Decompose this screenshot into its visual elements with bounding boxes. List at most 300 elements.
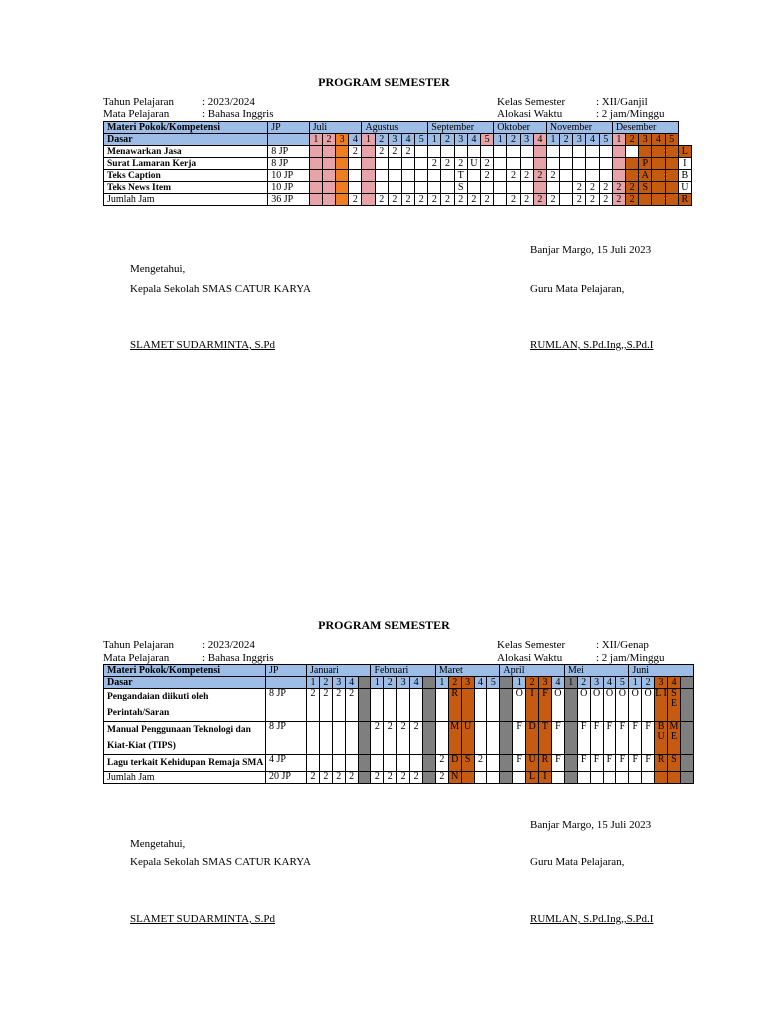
doc2-cell: S E xyxy=(668,689,681,722)
doc1-row-materi: Teks News Item xyxy=(104,182,268,194)
doc2-cell: F xyxy=(642,755,655,772)
doc2-cell xyxy=(655,772,668,784)
doc1-cell xyxy=(494,194,507,206)
doc1-cell xyxy=(309,182,322,194)
doc1-cell xyxy=(560,170,573,182)
doc1-cell: 2 xyxy=(520,194,533,206)
doc1-cell: 2 xyxy=(546,170,559,182)
doc2-cell: 2 xyxy=(307,689,320,722)
doc1-cell xyxy=(480,146,493,158)
doc1-week-label: 2 xyxy=(560,134,573,146)
doc1-week-label: 1 xyxy=(546,134,559,146)
doc2-header-materi: Materi Pokok/Kompetensi xyxy=(104,665,266,677)
doc1-header-dasar: Dasar xyxy=(104,134,268,146)
doc1-cell xyxy=(362,170,375,182)
doc2-cell xyxy=(564,689,577,722)
doc1-cell: 2 xyxy=(401,146,414,158)
doc1-cell xyxy=(309,158,322,170)
doc1-cell: S xyxy=(454,182,467,194)
doc1-guru-label: Guru Mata Pelajaran, xyxy=(530,283,625,295)
doc1-week-label: 1 xyxy=(612,134,625,146)
doc1-cell xyxy=(599,146,612,158)
doc1-cell: 2 xyxy=(599,182,612,194)
doc2-cell: O xyxy=(513,689,526,722)
doc2-cell: 2 xyxy=(371,722,384,755)
doc1-cell: 2 xyxy=(520,170,533,182)
doc2-cell xyxy=(423,755,436,772)
doc1-cell xyxy=(441,182,454,194)
doc1-month-2: September xyxy=(428,122,494,134)
doc1-alokasi-value: : 2 jam/Minggu xyxy=(596,108,665,120)
doc1-cell: 2 xyxy=(533,170,546,182)
doc1-cell xyxy=(336,194,349,206)
doc2-week-label: 3 xyxy=(539,677,552,689)
doc2-week-label: 3 xyxy=(397,677,410,689)
doc1-week-label: 2 xyxy=(322,134,335,146)
doc1-cell: L xyxy=(678,146,691,158)
doc2-schedule-table xyxy=(103,664,694,784)
doc2-cell xyxy=(332,755,345,772)
doc1-cell xyxy=(560,146,573,158)
doc1-kelas-value: : XII/Ganjil xyxy=(596,96,648,108)
doc2-row-materi: Pengandaian diikuti oleh Perintah/Saran xyxy=(104,689,266,722)
doc1-week-label: 3 xyxy=(639,134,652,146)
doc1-cell xyxy=(336,182,349,194)
doc1-row-materi: Menawarkan Jasa xyxy=(104,146,268,158)
doc2-cell xyxy=(629,772,642,784)
doc1-cell: U xyxy=(467,158,480,170)
doc1-cell xyxy=(586,158,599,170)
doc2-cell xyxy=(564,772,577,784)
doc1-row-jp: 10 JP xyxy=(268,170,310,182)
doc1-cell: 2 xyxy=(401,194,414,206)
doc2-cell: 2 xyxy=(397,772,410,784)
doc1-row-materi: Jumlah Jam xyxy=(104,194,268,206)
doc2-cell xyxy=(616,772,629,784)
doc1-week-label: 5 xyxy=(599,134,612,146)
doc1-cell xyxy=(520,146,533,158)
doc1-week-label: 1 xyxy=(428,134,441,146)
doc2-cell xyxy=(423,772,436,784)
doc2-cell: I xyxy=(539,772,552,784)
doc1-row-jp: 8 JP xyxy=(268,158,310,170)
doc1-cell xyxy=(428,170,441,182)
doc2-cell: 2 xyxy=(435,772,448,784)
doc1-cell: 2 xyxy=(375,194,388,206)
doc1-kelas-label: Kelas Semester xyxy=(497,96,566,108)
doc2-cell xyxy=(345,755,358,772)
doc2-week-label: 5 xyxy=(616,677,629,689)
doc2-month-3: April xyxy=(500,665,564,677)
doc2-week-label: 1 xyxy=(513,677,526,689)
doc1-cell xyxy=(336,146,349,158)
doc1-cell xyxy=(626,146,639,158)
doc1-cell: 2 xyxy=(626,194,639,206)
doc2-cell: 2 xyxy=(474,755,487,772)
doc2-cell: U xyxy=(461,722,474,755)
doc2-cell: 2 xyxy=(384,722,397,755)
doc1-cell xyxy=(665,194,678,206)
doc2-cell xyxy=(500,689,513,722)
doc1-header-jp-blank xyxy=(268,134,310,146)
doc1-cell xyxy=(467,146,480,158)
doc1-cell xyxy=(428,146,441,158)
doc2-week-label: 1 xyxy=(629,677,642,689)
doc1-row-materi: Teks Caption xyxy=(104,170,268,182)
doc1-cell xyxy=(375,170,388,182)
doc2-cell: L xyxy=(526,772,539,784)
doc1-week-label: 2 xyxy=(441,134,454,146)
doc1-cell xyxy=(573,158,586,170)
doc2-cell: 2 xyxy=(332,772,345,784)
doc2-cell xyxy=(307,755,320,772)
doc1-cell xyxy=(639,146,652,158)
doc2-week-label: 2 xyxy=(642,677,655,689)
doc1-cell xyxy=(322,158,335,170)
doc2-week-label: 4 xyxy=(551,677,564,689)
doc2-cell xyxy=(551,772,564,784)
doc1-cell: 2 xyxy=(612,182,625,194)
doc1-cell: 2 xyxy=(467,194,480,206)
doc1-cell xyxy=(467,182,480,194)
doc1-cell: 2 xyxy=(586,194,599,206)
doc1-kepsek-name: SLAMET SUDARMINTA, S.Pd xyxy=(130,339,275,351)
doc1-cell xyxy=(480,182,493,194)
doc2-cell xyxy=(358,722,371,755)
doc1-cell xyxy=(626,158,639,170)
doc2-week-label: 2 xyxy=(526,677,539,689)
doc2-kelas xyxy=(497,639,649,651)
doc1-week-label: 2 xyxy=(375,134,388,146)
doc2-week-label: 4 xyxy=(345,677,358,689)
doc1-cell xyxy=(652,158,665,170)
doc1-tahun-value: : 2023/2024 xyxy=(202,96,255,108)
doc2-cell: D xyxy=(526,722,539,755)
doc2-week-label: 4 xyxy=(668,677,681,689)
doc1-cell: 2 xyxy=(612,194,625,206)
doc1-cell: 2 xyxy=(599,194,612,206)
doc1-week-label: 5 xyxy=(665,134,678,146)
doc2-row-jp: 8 JP xyxy=(266,689,307,722)
doc1-cell xyxy=(599,158,612,170)
doc2-cell: U xyxy=(526,755,539,772)
doc2-cell: N xyxy=(448,772,461,784)
doc1-schedule-table xyxy=(103,121,692,206)
doc2-cell: F xyxy=(513,722,526,755)
doc1-cell: 2 xyxy=(375,146,388,158)
doc2-cell xyxy=(603,772,616,784)
doc2-cell xyxy=(332,722,345,755)
doc2-mapel-label: Mata Pelajaran xyxy=(103,652,170,664)
doc1-kepsek-label: Kepala Sekolah SMAS CATUR KARYA xyxy=(130,283,311,295)
doc1-mapel-label: Mata Pelajaran xyxy=(103,108,170,120)
doc2-cell: F xyxy=(577,755,590,772)
doc2-week-label: 2 xyxy=(319,677,332,689)
doc2-month-1: Februari xyxy=(371,665,435,677)
doc1-cell xyxy=(415,182,428,194)
doc2-cell: B U xyxy=(655,722,668,755)
doc2-kepsek-label: Kepala Sekolah SMAS CATUR KARYA xyxy=(130,856,311,868)
doc2-cell xyxy=(564,755,577,772)
doc1-cell xyxy=(520,182,533,194)
doc1-cell: 2 xyxy=(454,194,467,206)
doc2-cell xyxy=(474,689,487,722)
doc1-cell xyxy=(401,182,414,194)
doc2-cell xyxy=(590,772,603,784)
doc1-cell: A xyxy=(639,170,652,182)
doc2-header-jp-blank xyxy=(266,677,307,689)
doc2-cell xyxy=(410,689,423,722)
doc2-header-jp: JP xyxy=(266,665,307,677)
doc2-cell: F xyxy=(603,755,616,772)
doc2-cell: O xyxy=(642,689,655,722)
doc1-cell xyxy=(560,194,573,206)
doc2-week-label: 2 xyxy=(384,677,397,689)
doc2-week-label xyxy=(358,677,371,689)
doc2-cell: 2 xyxy=(410,772,423,784)
doc1-cell: S xyxy=(639,182,652,194)
doc2-week-label: 1 xyxy=(371,677,384,689)
doc1-cell: 2 xyxy=(586,182,599,194)
doc1-tahun xyxy=(103,96,255,108)
doc2-cell xyxy=(461,689,474,722)
doc1-cell xyxy=(560,158,573,170)
doc1-week-label: 2 xyxy=(507,134,520,146)
doc1-week-label: 3 xyxy=(520,134,533,146)
doc2-cell: 2 xyxy=(307,772,320,784)
doc1-cell: 2 xyxy=(441,194,454,206)
doc2-cell xyxy=(435,689,448,722)
doc1-cell xyxy=(349,170,362,182)
doc2-cell: F xyxy=(616,755,629,772)
doc1-cell xyxy=(428,182,441,194)
doc1-cell xyxy=(507,158,520,170)
doc1-cell xyxy=(322,182,335,194)
doc2-cell: O xyxy=(590,689,603,722)
doc1-cell xyxy=(309,170,322,182)
doc1-week-label: 4 xyxy=(533,134,546,146)
doc1-cell: 2 xyxy=(546,194,559,206)
doc1-cell xyxy=(520,158,533,170)
doc2-cell xyxy=(358,755,371,772)
doc2-mapel xyxy=(103,652,274,664)
doc2-cell: 2 xyxy=(371,772,384,784)
doc1-cell xyxy=(322,194,335,206)
doc2-cell: O xyxy=(603,689,616,722)
doc2-place-date: Banjar Margo, 15 Juli 2023 xyxy=(530,819,652,831)
doc2-cell xyxy=(500,755,513,772)
doc1-cell xyxy=(362,146,375,158)
doc2-cell xyxy=(384,689,397,722)
doc1-alokasi xyxy=(497,108,665,120)
doc2-cell: 2 xyxy=(410,722,423,755)
doc2-week-label xyxy=(423,677,436,689)
doc1-cell: 2 xyxy=(428,194,441,206)
doc2-week-label: 4 xyxy=(410,677,423,689)
doc1-cell xyxy=(599,170,612,182)
doc2-week-label: 4 xyxy=(474,677,487,689)
doc1-row-jp: 36 JP xyxy=(268,194,310,206)
doc2-cell: T xyxy=(539,722,552,755)
doc1-week-label: 4 xyxy=(652,134,665,146)
doc1-cell xyxy=(665,170,678,182)
doc2-mengetahui: Mengetahui, xyxy=(130,838,186,850)
doc1-header-jp: JP xyxy=(268,122,310,134)
doc2-month-2: Maret xyxy=(435,665,499,677)
doc2-row-jp: 20 JP xyxy=(266,772,307,784)
doc2-cell xyxy=(435,722,448,755)
doc1-cell xyxy=(494,170,507,182)
doc1-week-label: 4 xyxy=(349,134,362,146)
doc1-cell xyxy=(375,182,388,194)
doc1-week-label: 4 xyxy=(467,134,480,146)
doc1-cell xyxy=(401,158,414,170)
doc1-cell: I xyxy=(678,158,691,170)
doc1-cell xyxy=(441,146,454,158)
doc1-cell xyxy=(612,158,625,170)
doc2-week-label: 2 xyxy=(577,677,590,689)
doc2-cell: M xyxy=(448,722,461,755)
doc2-cell: 2 xyxy=(345,772,358,784)
doc2-cell: F xyxy=(590,755,603,772)
doc1-row-jp: 10 JP xyxy=(268,182,310,194)
doc1-cell: 2 xyxy=(507,194,520,206)
doc2-cell: R xyxy=(655,755,668,772)
doc2-cell xyxy=(410,755,423,772)
doc1-cell xyxy=(362,194,375,206)
doc2-row-materi: Manual Penggunaan Teknologi dan Kiat-Kiat (TIPS) xyxy=(104,722,266,755)
doc1-cell xyxy=(507,146,520,158)
doc2-cell: F xyxy=(642,722,655,755)
doc1-cell xyxy=(388,158,401,170)
doc1-cell xyxy=(626,170,639,182)
doc1-cell xyxy=(362,182,375,194)
doc1-header-materi: Materi Pokok/Kompetensi xyxy=(104,122,268,134)
doc2-cell: F xyxy=(590,722,603,755)
doc2-cell xyxy=(474,722,487,755)
doc2-cell xyxy=(371,689,384,722)
doc1-week-label: 1 xyxy=(309,134,322,146)
doc2-cell xyxy=(397,689,410,722)
doc2-guru-label: Guru Mata Pelajaran, xyxy=(530,856,625,868)
doc2-cell xyxy=(461,772,474,784)
doc2-cell xyxy=(487,722,500,755)
doc1-cell: 2 xyxy=(428,158,441,170)
doc2-cell xyxy=(680,755,693,772)
doc2-cell xyxy=(668,772,681,784)
doc2-cell: 2 xyxy=(384,772,397,784)
doc1-cell xyxy=(652,182,665,194)
doc2-cell: 2 xyxy=(319,689,332,722)
doc1-cell xyxy=(309,146,322,158)
doc2-cell xyxy=(564,722,577,755)
doc2-kepsek-name: SLAMET SUDARMINTA, S.Pd xyxy=(130,913,275,925)
doc1-cell xyxy=(507,182,520,194)
doc1-cell: 2 xyxy=(454,158,467,170)
doc1-guru-name: RUMLAN, S.Pd.Ing,,S.Pd.I xyxy=(530,339,654,351)
doc2-week-label: 1 xyxy=(435,677,448,689)
doc2-alokasi-value: : 2 jam/Minggu xyxy=(596,652,665,664)
doc1-month-4: November xyxy=(546,122,612,134)
doc1-alokasi-label: Alokasi Waktu xyxy=(497,108,563,120)
doc2-cell: F xyxy=(629,722,642,755)
doc2-cell: R xyxy=(448,689,461,722)
doc1-month-1: Agustus xyxy=(362,122,428,134)
doc2-week-label xyxy=(500,677,513,689)
doc1-cell: 2 xyxy=(480,158,493,170)
doc2-week-label: 2 xyxy=(448,677,461,689)
doc1-week-label: 4 xyxy=(401,134,414,146)
doc1-cell: 2 xyxy=(573,182,586,194)
doc1-cell: 2 xyxy=(415,194,428,206)
doc1-cell xyxy=(546,182,559,194)
doc1-cell xyxy=(652,170,665,182)
doc2-cell xyxy=(397,755,410,772)
doc1-cell xyxy=(665,158,678,170)
doc2-cell xyxy=(358,689,371,722)
doc1-cell xyxy=(652,194,665,206)
doc1-cell xyxy=(546,146,559,158)
doc2-cell: 2 xyxy=(345,689,358,722)
doc1-mapel xyxy=(103,108,274,120)
doc2-cell xyxy=(642,772,655,784)
doc2-cell: O xyxy=(616,689,629,722)
doc1-cell xyxy=(494,146,507,158)
doc2-week-label: 4 xyxy=(603,677,616,689)
doc2-cell: O xyxy=(577,689,590,722)
doc2-week-label xyxy=(680,677,693,689)
doc1-week-label: 3 xyxy=(573,134,586,146)
doc1-cell: 2 xyxy=(349,146,362,158)
doc2-tahun xyxy=(103,639,255,651)
doc2-cell xyxy=(358,772,371,784)
doc2-cell xyxy=(423,689,436,722)
doc2-cell: F xyxy=(629,755,642,772)
doc2-kelas-label: Kelas Semester xyxy=(497,639,566,651)
doc1-kelas xyxy=(497,96,648,108)
doc1-cell xyxy=(586,146,599,158)
doc1-cell xyxy=(415,158,428,170)
doc1-cell xyxy=(586,170,599,182)
doc2-cell: 2 xyxy=(332,689,345,722)
doc2-cell xyxy=(319,722,332,755)
doc2-cell: L I xyxy=(655,689,668,722)
doc1-cell: 2 xyxy=(349,194,362,206)
doc1-week-label: 5 xyxy=(415,134,428,146)
doc1-row-jp: 8 JP xyxy=(268,146,310,158)
doc2-cell xyxy=(319,755,332,772)
doc1-cell xyxy=(441,170,454,182)
doc2-cell xyxy=(487,772,500,784)
doc1-week-label: 1 xyxy=(362,134,375,146)
doc2-alokasi xyxy=(497,652,665,664)
doc2-month-0: Januari xyxy=(307,665,371,677)
doc2-cell xyxy=(345,722,358,755)
doc1-cell xyxy=(546,158,559,170)
doc2-cell xyxy=(680,722,693,755)
doc1-cell xyxy=(652,146,665,158)
doc2-cell: F xyxy=(551,722,564,755)
doc1-cell xyxy=(494,158,507,170)
doc1-mengetahui: Mengetahui, xyxy=(130,263,186,275)
doc1-cell xyxy=(388,182,401,194)
doc1-cell xyxy=(533,146,546,158)
doc2-cell: M E xyxy=(668,722,681,755)
doc1-place-date: Banjar Margo, 15 Juli 2023 xyxy=(530,244,652,256)
doc1-cell xyxy=(639,194,652,206)
doc2-cell xyxy=(487,689,500,722)
doc1-cell: 2 xyxy=(480,194,493,206)
